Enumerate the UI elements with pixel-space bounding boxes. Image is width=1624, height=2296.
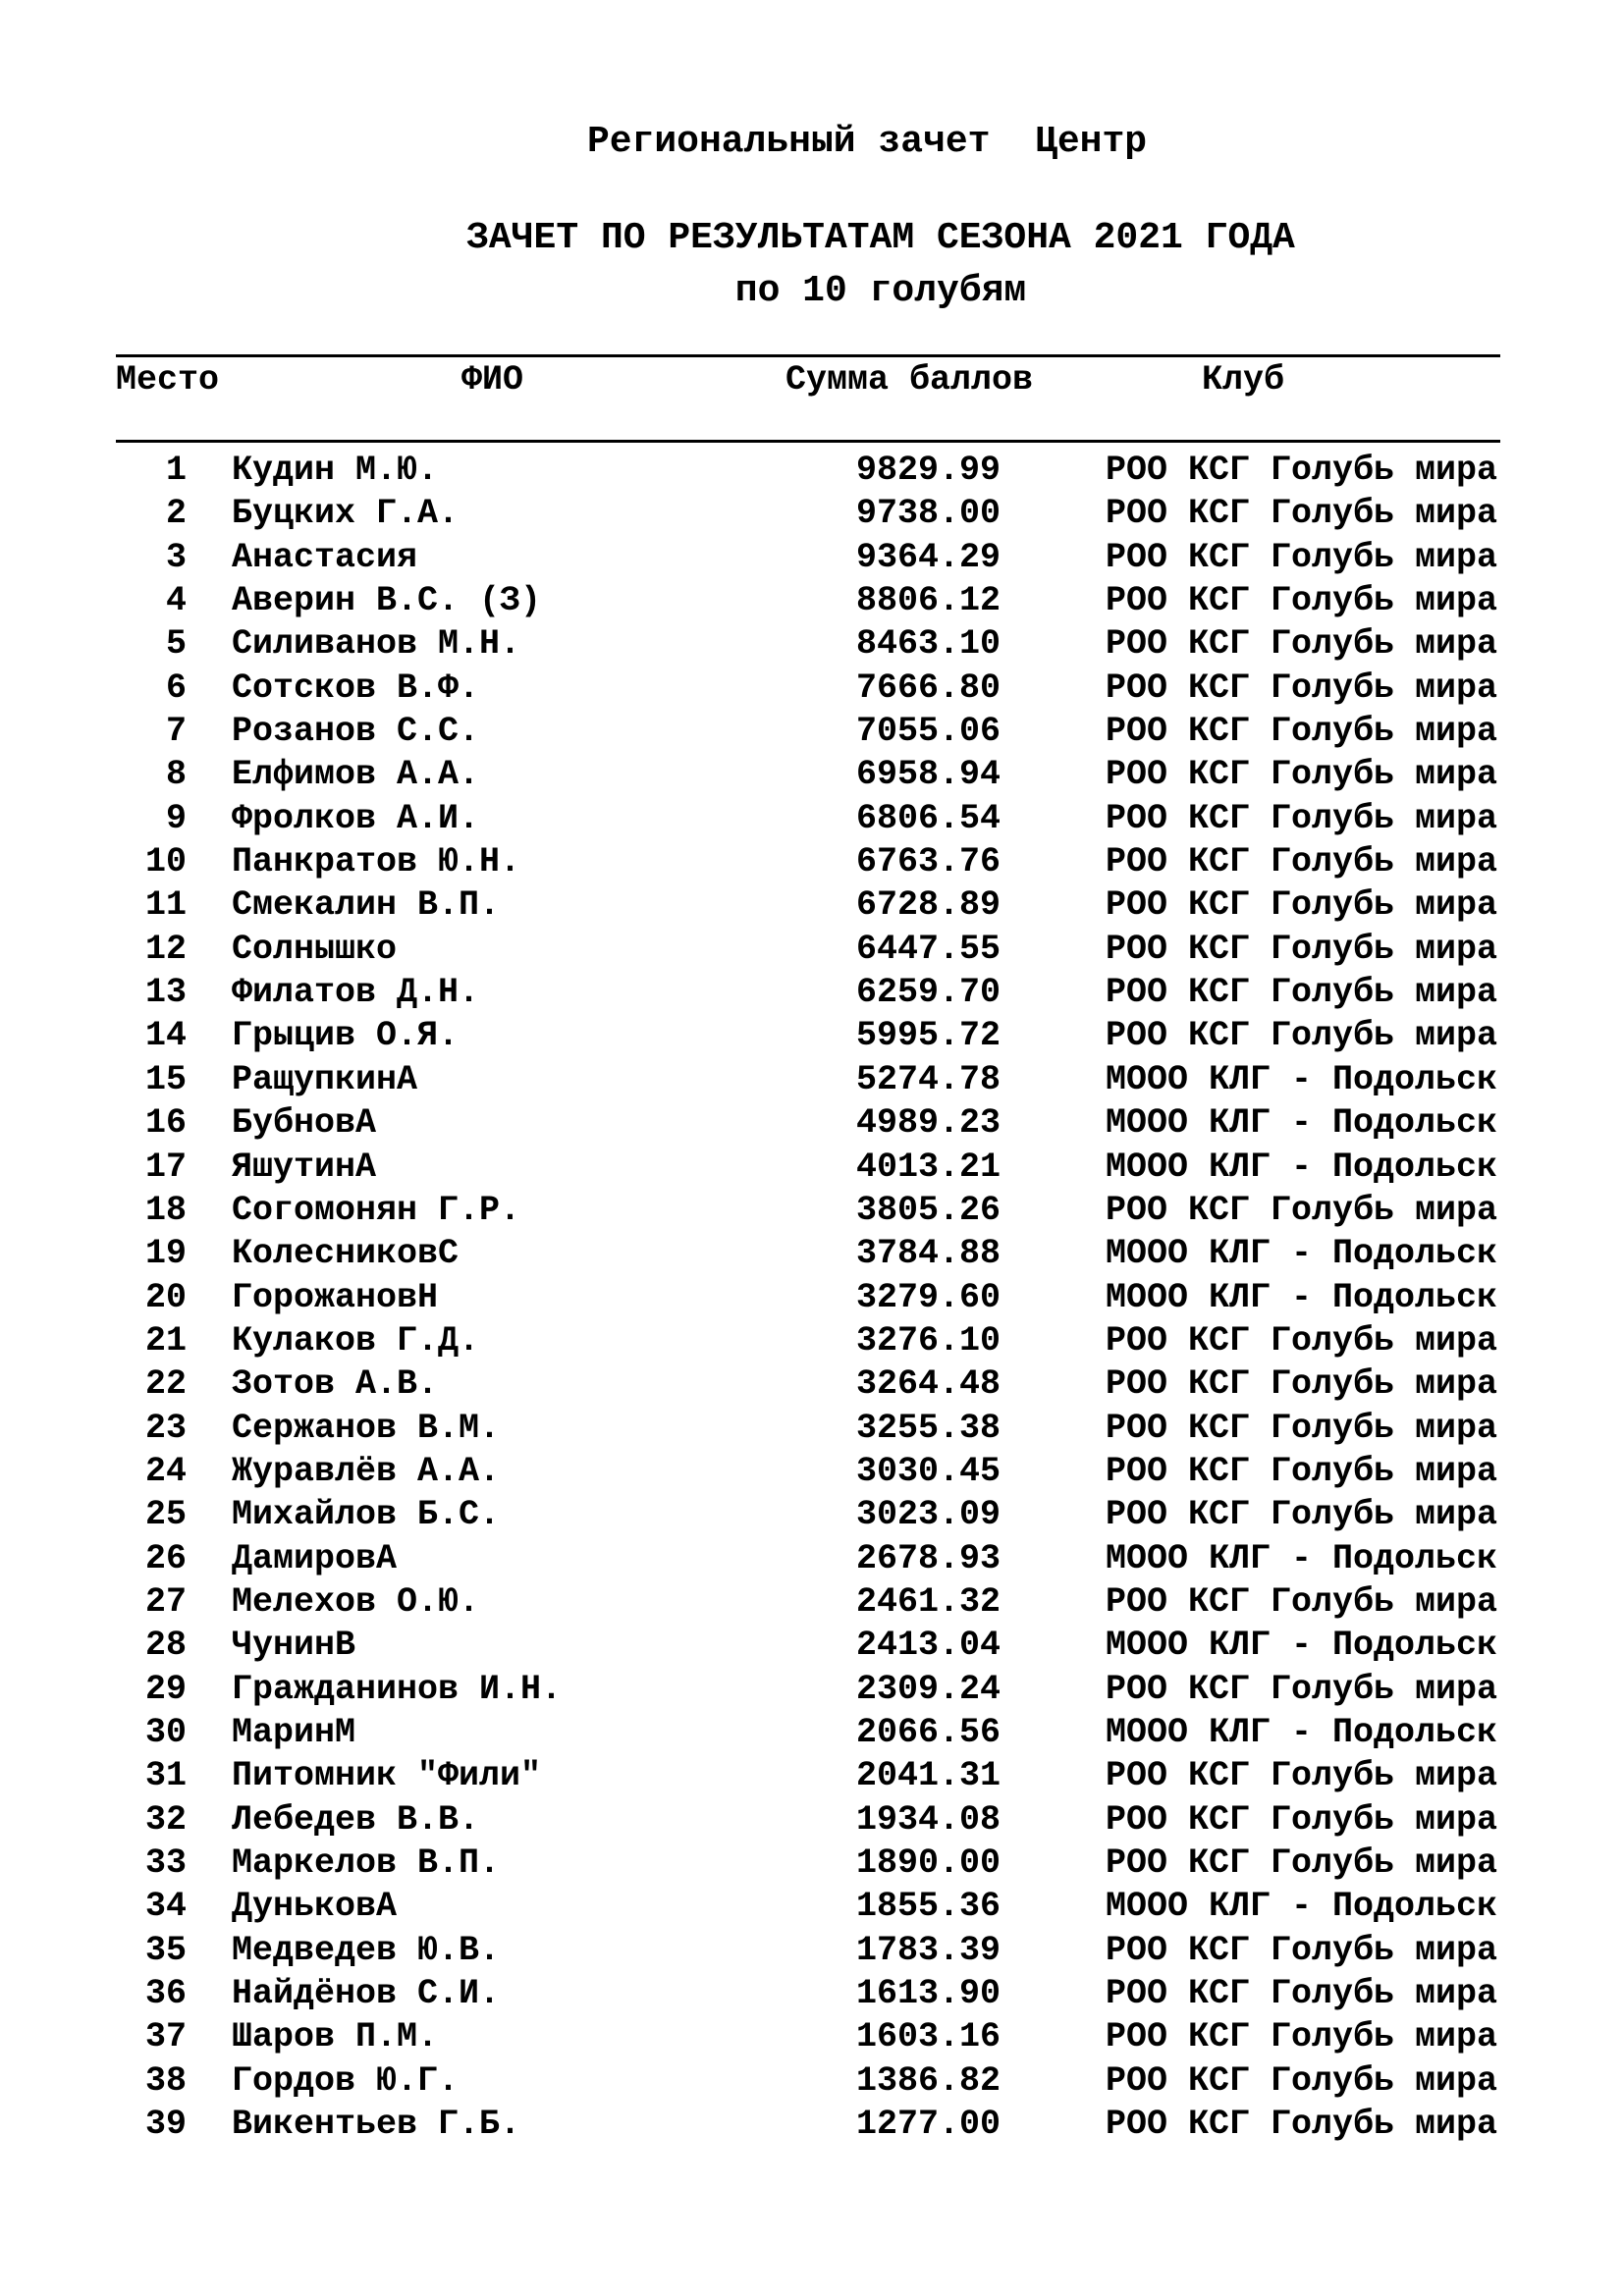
row-score: 3255.38: [856, 1408, 1001, 1448]
row-club: РОО КСГ Голубь мира: [1106, 1669, 1498, 1709]
row-name: Филатов Д.Н.: [232, 973, 480, 1013]
row-name: Питомник "Фили": [232, 1756, 542, 1796]
header-bottom-divider: [116, 440, 1500, 443]
row-place: 25: [144, 1495, 187, 1535]
row-place: 11: [144, 885, 187, 926]
row-place: 6: [165, 667, 187, 708]
table-row: [0, 1754, 1624, 1797]
row-name: Гордов Ю.Г.: [232, 2060, 460, 2101]
table-row: [0, 883, 1624, 927]
row-place: 28: [144, 1626, 187, 1666]
row-score: 1890.00: [856, 1843, 1001, 1883]
header-top-divider: [116, 354, 1500, 357]
column-header-club: Клуб: [1202, 360, 1285, 400]
row-score: 3805.26: [856, 1190, 1001, 1230]
table-row: [0, 492, 1624, 535]
row-score: 6259.70: [856, 973, 1001, 1013]
row-score: 2066.56: [856, 1712, 1001, 1752]
table-row: [0, 1972, 1624, 2015]
row-score: 3784.88: [856, 1234, 1001, 1274]
row-score: 6728.89: [856, 885, 1001, 926]
row-club: РОО КСГ Голубь мира: [1106, 885, 1498, 926]
row-name: Анастасия: [232, 537, 418, 577]
row-score: 9738.00: [856, 494, 1001, 534]
row-place: 33: [144, 1843, 187, 1883]
row-place: 12: [144, 929, 187, 969]
table-row: [0, 1929, 1624, 1972]
row-club: РОО КСГ Голубь мира: [1106, 712, 1498, 752]
row-score: 1783.39: [856, 1930, 1001, 1970]
row-place: 35: [144, 1930, 187, 1970]
row-place: 7: [165, 712, 187, 752]
row-name: Аверин В.С. (З): [232, 581, 542, 621]
row-place: 3: [165, 537, 187, 577]
row-club: РОО КСГ Голубь мира: [1106, 494, 1498, 534]
row-score: 1613.90: [856, 1974, 1001, 2014]
row-name: Медведев Ю.В.: [232, 1930, 501, 1970]
row-club: РОО КСГ Голубь мира: [1106, 755, 1498, 795]
row-club: РОО КСГ Голубь мира: [1106, 537, 1498, 577]
table-row: [0, 449, 1624, 492]
table-row: [0, 710, 1624, 753]
row-score: 5995.72: [856, 1016, 1001, 1056]
row-score: 6447.55: [856, 929, 1001, 969]
row-place: 18: [144, 1190, 187, 1230]
row-place: 37: [144, 2017, 187, 2057]
row-score: 3264.48: [856, 1364, 1001, 1405]
row-place: 13: [144, 973, 187, 1013]
row-place: 26: [144, 1538, 187, 1578]
row-score: 7666.80: [856, 667, 1001, 708]
row-score: 8463.10: [856, 624, 1001, 665]
row-place: 2: [165, 494, 187, 534]
table-row: [0, 1189, 1624, 1232]
row-club: МООО КЛГ - Подольск: [1106, 1538, 1498, 1578]
row-place: 8: [165, 755, 187, 795]
row-club: МООО КЛГ - Подольск: [1106, 1059, 1498, 1099]
row-place: 21: [144, 1320, 187, 1361]
row-place: 20: [144, 1277, 187, 1317]
table-row: [0, 2015, 1624, 2058]
row-score: 2461.32: [856, 1581, 1001, 1622]
row-score: 2309.24: [856, 1669, 1001, 1709]
row-club: РОО КСГ Голубь мира: [1106, 1581, 1498, 1622]
row-club: РОО КСГ Голубь мира: [1106, 1843, 1498, 1883]
row-club: РОО КСГ Голубь мира: [1106, 973, 1498, 1013]
row-club: РОО КСГ Голубь мира: [1106, 581, 1498, 621]
row-score: 1934.08: [856, 1799, 1001, 1840]
row-name: Сержанов В.М.: [232, 1408, 501, 1448]
row-name: Гражданинов И.Н.: [232, 1669, 563, 1709]
row-name: БубновА: [232, 1103, 377, 1144]
row-club: МООО КЛГ - Подольск: [1106, 1277, 1498, 1317]
table-row: [0, 667, 1624, 710]
row-score: 2678.93: [856, 1538, 1001, 1578]
row-place: 10: [144, 842, 187, 882]
row-place: 4: [165, 581, 187, 621]
table-row: [0, 1711, 1624, 1754]
row-name: Журавлёв А.А.: [232, 1451, 501, 1491]
results-table: [0, 449, 1624, 2146]
row-name: МаринМ: [232, 1712, 356, 1752]
table-row: [0, 1450, 1624, 1493]
table-row: [0, 1537, 1624, 1580]
row-name: РащупкинА: [232, 1059, 418, 1099]
row-club: РОО КСГ Голубь мира: [1106, 2017, 1498, 2057]
table-row: [0, 1624, 1624, 1667]
table-row: [0, 753, 1624, 796]
row-club: РОО КСГ Голубь мира: [1106, 1799, 1498, 1840]
row-place: 38: [144, 2060, 187, 2101]
row-score: 1603.16: [856, 2017, 1001, 2057]
table-row: [0, 797, 1624, 840]
row-place: 15: [144, 1059, 187, 1099]
row-club: РОО КСГ Голубь мира: [1106, 842, 1498, 882]
table-row: [0, 536, 1624, 579]
row-name: Кулаков Г.Д.: [232, 1320, 480, 1361]
row-name: Кудин М.Ю.: [232, 451, 439, 490]
row-club: РОО КСГ Голубь мира: [1106, 667, 1498, 708]
row-place: 9: [165, 798, 187, 838]
row-place: 24: [144, 1451, 187, 1491]
row-place: 34: [144, 1887, 187, 1927]
table-row: [0, 1276, 1624, 1319]
row-place: 30: [144, 1712, 187, 1752]
row-name: Найдёнов С.И.: [232, 1974, 501, 2014]
row-name: КолесниковС: [232, 1234, 460, 1274]
row-name: ГорожановН: [232, 1277, 439, 1317]
row-place: 14: [144, 1016, 187, 1056]
row-score: 6806.54: [856, 798, 1001, 838]
column-header-score: Сумма баллов: [785, 360, 1034, 400]
row-club: РОО КСГ Голубь мира: [1106, 1451, 1498, 1491]
table-row: [0, 840, 1624, 883]
row-club: РОО КСГ Голубь мира: [1106, 798, 1498, 838]
row-score: 8806.12: [856, 581, 1001, 621]
row-score: 1386.82: [856, 2060, 1001, 2101]
page-subtitle: по 10 голубям: [734, 270, 1027, 312]
row-name: Лебедев В.В.: [232, 1799, 480, 1840]
row-club: РОО КСГ Голубь мира: [1106, 1408, 1498, 1448]
row-name: Зотов А.В.: [232, 1364, 439, 1405]
row-place: 29: [144, 1669, 187, 1709]
row-name: Елфимов А.А.: [232, 755, 480, 795]
row-club: МООО КЛГ - Подольск: [1106, 1147, 1498, 1187]
row-name: Михайлов Б.С.: [232, 1495, 501, 1535]
page-title: ЗАЧЕТ ПО РЕЗУЛЬТАТАМ СЕЗОНА 2021 ГОДА: [466, 217, 1295, 259]
table-row: [0, 1493, 1624, 1536]
row-club: РОО КСГ Голубь мира: [1106, 1930, 1498, 1970]
row-name: Викентьев Г.Б.: [232, 2105, 521, 2145]
row-score: 1855.36: [856, 1887, 1001, 1927]
table-row: [0, 1362, 1624, 1406]
row-place: 27: [144, 1581, 187, 1622]
table-row: [0, 622, 1624, 666]
row-name: Маркелов В.П.: [232, 1843, 501, 1883]
table-row: [0, 2103, 1624, 2146]
row-club: РОО КСГ Голубь мира: [1106, 1364, 1498, 1405]
table-row: [0, 1798, 1624, 1842]
column-header-name: ФИО: [461, 360, 524, 400]
row-club: МООО КЛГ - Подольск: [1106, 1234, 1498, 1274]
table-row: [0, 1580, 1624, 1624]
row-club: РОО КСГ Голубь мира: [1106, 1974, 1498, 2014]
table-row: [0, 1842, 1624, 1885]
row-score: 3023.09: [856, 1495, 1001, 1535]
row-name: Смекалин В.П.: [232, 885, 501, 926]
row-place: 19: [144, 1234, 187, 1274]
row-club: РОО КСГ Голубь мира: [1106, 1190, 1498, 1230]
row-name: ДамировА: [232, 1538, 398, 1578]
row-club: МООО КЛГ - Подольск: [1106, 1712, 1498, 1752]
row-club: РОО КСГ Голубь мира: [1106, 1756, 1498, 1796]
row-place: 1: [165, 451, 187, 490]
table-row: [0, 1407, 1624, 1450]
row-score: 1277.00: [856, 2105, 1001, 2145]
row-score: 7055.06: [856, 712, 1001, 752]
table-row: [0, 1146, 1624, 1189]
row-score: 5274.78: [856, 1059, 1001, 1099]
row-club: РОО КСГ Голубь мира: [1106, 2105, 1498, 2145]
row-score: 6958.94: [856, 755, 1001, 795]
row-name: Фролков А.И.: [232, 798, 480, 838]
row-score: 3030.45: [856, 1451, 1001, 1491]
row-score: 2413.04: [856, 1626, 1001, 1666]
row-club: РОО КСГ Голубь мира: [1106, 1495, 1498, 1535]
row-name: ЯшутинА: [232, 1147, 377, 1187]
table-row: [0, 928, 1624, 971]
row-name: Солнышко: [232, 929, 398, 969]
row-club: МООО КЛГ - Подольск: [1106, 1626, 1498, 1666]
table-row: [0, 1668, 1624, 1711]
row-score: 3279.60: [856, 1277, 1001, 1317]
table-row: [0, 1058, 1624, 1101]
table-row: [0, 2059, 1624, 2103]
row-name: Мелехов О.Ю.: [232, 1581, 480, 1622]
row-name: Грыцив О.Я.: [232, 1016, 460, 1056]
row-club: РОО КСГ Голубь мира: [1106, 929, 1498, 969]
row-name: Буцких Г.А.: [232, 494, 460, 534]
row-place: 36: [144, 1974, 187, 2014]
row-place: 32: [144, 1799, 187, 1840]
table-row: [0, 1885, 1624, 1928]
row-score: 2041.31: [856, 1756, 1001, 1796]
row-club: МООО КЛГ - Подольск: [1106, 1887, 1498, 1927]
row-name: ЧунинВ: [232, 1626, 356, 1666]
row-club: РОО КСГ Голубь мира: [1106, 624, 1498, 665]
table-row: [0, 579, 1624, 622]
row-score: 3276.10: [856, 1320, 1001, 1361]
table-row: [0, 971, 1624, 1014]
table-row: [0, 1101, 1624, 1145]
row-name: Шаров П.М.: [232, 2017, 439, 2057]
row-club: МООО КЛГ - Подольск: [1106, 1103, 1498, 1144]
column-header-place: Место: [116, 360, 220, 400]
region-title: Региональный зачет Центр: [586, 121, 1148, 163]
row-place: 23: [144, 1408, 187, 1448]
row-name: Сотсков В.Ф.: [232, 667, 480, 708]
table-row: [0, 1319, 1624, 1362]
row-score: 9829.99: [856, 451, 1001, 490]
row-club: РОО КСГ Голубь мира: [1106, 2060, 1498, 2101]
row-place: 31: [144, 1756, 187, 1796]
row-score: 6763.76: [856, 842, 1001, 882]
row-name: Розанов С.С.: [232, 712, 480, 752]
row-name: Согомонян Г.Р.: [232, 1190, 521, 1230]
row-club: РОО КСГ Голубь мира: [1106, 1016, 1498, 1056]
row-place: 16: [144, 1103, 187, 1144]
table-row: [0, 1014, 1624, 1057]
row-name: ДуньковА: [232, 1887, 398, 1927]
row-club: РОО КСГ Голубь мира: [1106, 451, 1498, 490]
row-name: Панкратов Ю.Н.: [232, 842, 521, 882]
row-score: 4989.23: [856, 1103, 1001, 1144]
row-name: Силиванов М.Н.: [232, 624, 521, 665]
row-place: 39: [144, 2105, 187, 2145]
row-club: РОО КСГ Голубь мира: [1106, 1320, 1498, 1361]
row-score: 4013.21: [856, 1147, 1001, 1187]
table-row: [0, 1232, 1624, 1275]
row-place: 22: [144, 1364, 187, 1405]
row-score: 9364.29: [856, 537, 1001, 577]
row-place: 17: [144, 1147, 187, 1187]
row-place: 5: [165, 624, 187, 665]
